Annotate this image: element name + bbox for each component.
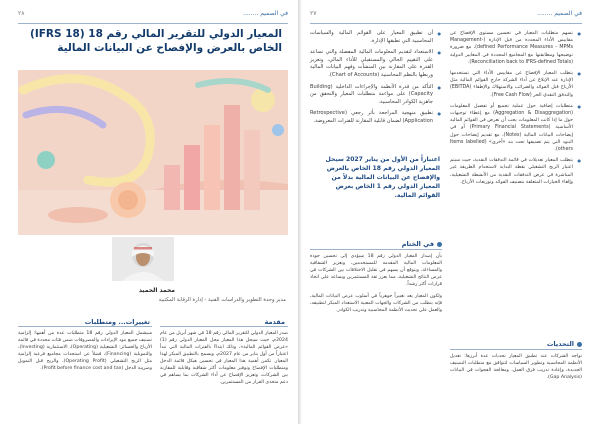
right-header-title: في الصميم ........ <box>537 10 582 17</box>
right-header-rule <box>310 23 582 24</box>
changes-column <box>18 330 152 377</box>
right-page-header <box>310 10 582 22</box>
hero-illustration <box>18 70 288 235</box>
intro-text: صدر المعيار الدولي للتقرير المالي رقم 18 في شهر أبريل من عام 2024م، حيث سيحل هذا المعيار محل المعيار الدولي رقم (1) «عرض القوائم المالية»، وذلك ابتداءً بالفترات المالية التي تبدأ اعتباراً من أول يناير من عام 2027م، ويسمح بالتطبيق المبكر لهذا المعيار. تكمن أهمية هذا المعيار في تحسين هيكل قائمة الدخل ومتطلبات الإفصاح وتوفير معلومات أكثر شفافية وقابلية للمقارنة بين الشركات، وتعزيز الإفصاح عن أداء الشركات بما يساهم في دعم متخذي القرار من المستثمرين. <box>160 331 288 385</box>
spine-shadow <box>298 0 302 424</box>
changes-heading: تغييرات... ومتطلبات <box>84 318 150 326</box>
intro-column <box>160 330 288 391</box>
author-photo <box>112 237 174 281</box>
challenges-text: تواجه الشركات عند تطبيق المعيار تحديات عدة أبرزها: تعديل الأنظمة المحاسبية وتطوير السياسات لتتوافق مع متطلبات التصنيف الجديدة، وإعادة تدريب فرق العمل، ومعالجة الفجوات في البيانات (Gap Analysis). <box>450 354 582 380</box>
right-right-column <box>450 30 582 190</box>
list-item: ● يتطلب المعيار تعديلات في قائمة التدفقات النقدية، حيث سيتم اعتبار الربح التشغيلي نقطة البداية لاستخدام الطريقة غير المباشرة في عرض التدفقات النقدية من الأنشطة التشغيلية، وإلغاء الخيارات المتعلقة بتصنيف الفوائد وتوزيعات الأرباح. <box>450 157 573 186</box>
left-header-rule <box>18 23 288 24</box>
challenges-heading: التحديات <box>452 340 582 348</box>
challenges-rule <box>450 349 582 350</box>
article-title: المعيار الدولي للتقرير المالي رقم 18 (IFRS 18) الخاص بالعرض والإفصاح عن البيانات المالية <box>30 28 282 54</box>
pull-quote: اعتباراً من الأول من يناير 2027 سيحل المعيار الدولي رقم 18 الخاص بالعرض والإفصاح عن البيانات المالية بدلاً من المعيار الدولي رقم 1 الخاص بعرض القوائم المالية. <box>325 156 440 199</box>
author-role: مدير وحدة التطوير والدراسات الفنية - إدارة الرقابة المكتبية <box>158 297 286 303</box>
right-page-number: ٢٧ <box>310 10 317 17</box>
conclusion-column <box>310 253 442 319</box>
author-name: محمد الحميد <box>138 287 175 294</box>
right-left-column-top <box>310 30 442 130</box>
list-item: ● تسهم متطلبات المعيار في تحسين مستوى الإفصاح عن مقاييس الأداء المحددة من قبل الإدارة (Management-defined Performance Measures - MPMs)، مع ضرورة توضيحها ومطابقتها مع المجاميع المحددة في المعايير الدولية (Reconciliation back to IFRS-defined Totals). <box>450 30 573 66</box>
list-item: ● التأكد من قدرة الأنظمة والإجراءات الداخلية (Building Capacity) على مواءمة متطلبات المعيار والتحقق من جاهزية الكوادر المحاسبية. <box>310 84 433 107</box>
bullet-icon <box>437 242 442 247</box>
conclusion-heading: في الختام <box>312 240 442 248</box>
left-header-title: في الصميم ........ <box>243 10 288 17</box>
changes-text: سيشمل المعيار الدولي رقم 18 متطلبات عدة من أهمها: إلزامية تصنيف جميع بنود الإيرادات والمصروفات ضمن فئات محددة في قائمة الأرباح والخسائر: التشغيلية (Operating)، الاستثمارية (Investing)، والتمويلية (Financing)، فضلاً عن استحداث مجاميع فرعية إلزامية مثل الربح التشغيلي (Operating Profit)، والربح قبل التمويل وضريبة الدخل (Profit before finance cost and tax). <box>18 331 153 371</box>
list-item: ● الاستعداد لتقديم المعلومات المالية المفصلة والتي تساعد على التقييم الحالي والمستقبلي للأداء المالي، وتعزيز القدرة على المقارنة بين المنشآت وفهم البيانات المالية وربطها بالنظم المحاسبية (Chart of Accounts). <box>310 49 433 79</box>
list-item: ● أن تطبيق المعيار على القوائم المالية والسياسات المحاسبية التي تطبقها الإدارة. <box>310 30 433 45</box>
changes-rule <box>18 326 152 327</box>
conclusion-rule <box>310 249 442 250</box>
challenges-column <box>450 353 582 386</box>
list-item: ● يتطلب المعيار الإفصاح عن مقاييس الأداء التي تستخدمها الإدارة عند الإبلاغ عن أداء الشركة خارج القوائم المالية مثل الأرباح قبل الفوائد والضرائب والاستهلاك والإطفاء (EBITDA) والتدفق النقدي الحر (Free Cash Flow). <box>450 70 573 99</box>
conclusion-paragraph: بأن إصدار المعيار الدولي رقم 18 سيؤدي إلى تحسين جودة المعلومات المالية المقدمة للمستخدمين، وتعزيز الشفافية والمساءلة، ويتوقع أن يسهم في تقليل الاختلافات بين الشركات في عرض النتائج التشغيلية، مما يعزز ثقة المستثمرين ويساعد على اتخاذ قرارات أكثر رشداً. <box>310 254 442 287</box>
conclusion-paragraph: ولكون المعيار يعد تغييراً جوهرياً في أسلوب عرض البيانات المالية، فإنه يتطلب من الشركات والجهات المعنية الاستعداد المبكر لتطبيقه، والعمل على تحديث الأنظمة المحاسبية وتدريب الكوادر. <box>310 294 442 313</box>
left-page-header <box>18 10 288 22</box>
intro-heading: مقدمة <box>264 318 285 326</box>
list-item: ● تطبيق منهجية المراجعة بأثر رجعي (Retrospective Application) لضمان قابلية المقارنة للفترات المعروضة. <box>310 110 433 125</box>
bullet-icon <box>577 342 582 347</box>
left-page-number: ٢٨ <box>18 10 25 17</box>
intro-rule <box>160 326 288 327</box>
list-item: ● متطلبات إضافية حول عملية تجميع أو تفصيل المعلومات (Aggregation & Disaggregation) مع إعطاء توجيهات حول ما إذا كانت المعلومات يجب أن تعرض في القوائم المالية الأساسية (Primary Financial Statements) أو في إيضاحات البيانات المالية (Notes)، مع تقديم إيضاحات حول البنود التي يتم تصنيفها تحت بند «أخرى» (Items labelled others). <box>450 103 573 153</box>
